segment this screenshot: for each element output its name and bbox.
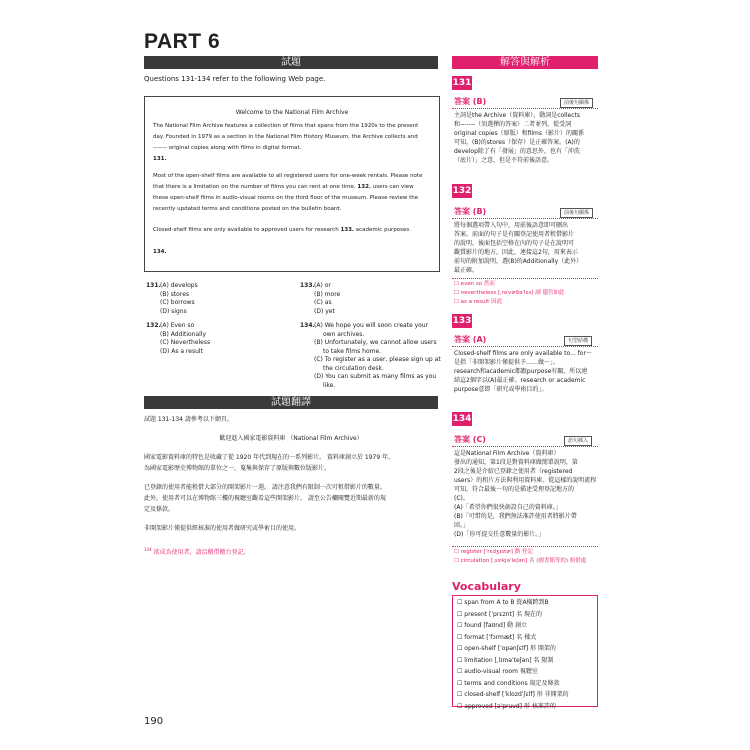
option[interactable]: (A) develops (160, 282, 198, 289)
translation-paragraph-2: 已登錄的使用者能租借大部分的開架影片一週。 請注意我們有限制一次可租借影片的數量。 此外，使用者可以在博物館三樓的視聽室觀看這些開架影片。 請至公告欄閱覽近期最新的規 定及條款。 (144, 484, 386, 513)
option-cont: to take films home. (323, 347, 382, 355)
passage-line: recently updated terms and conditions posted on the bulletin board. (153, 206, 342, 212)
passage-line: these open-shelf films in audio-visual rooms on the third floor of the museum. Please review the (153, 195, 419, 201)
vocab-item: ☐ limitation [ˌlɪməˈteʃən] 名 限制 (457, 656, 554, 664)
translation-body (144, 414, 438, 558)
vocabulary-title: Vocabulary (452, 580, 521, 593)
divider (452, 346, 598, 347)
vocab-item: ☐ approved [əˈpruvd] 形 核准許的 (457, 702, 556, 710)
answer-131: 答案 (B) (454, 97, 487, 106)
passage-box (144, 96, 440, 272)
part-title: PART 6 (144, 30, 221, 53)
questions-intro: Questions 131-134 refer to the following Web page. (144, 75, 326, 83)
vocab-item: ☐ span from A to B 從A橫跨到B (457, 599, 549, 606)
answer-132: 答案 (B) (454, 207, 487, 216)
option[interactable]: (B) Additionally (160, 330, 207, 338)
answer-number-131: 131 (452, 78, 472, 88)
translation-intro: 試題 131-134 請參考以下網頁。 (144, 416, 233, 423)
passage-paragraph-2 (153, 171, 435, 215)
passage-title: Welcome to the National Film Archive (235, 109, 349, 116)
vocab-item: ☐ terms and conditions 規定及條款 (457, 679, 560, 687)
option-cont: like. (323, 381, 336, 389)
answer-tag: 前後句關係 (560, 208, 593, 218)
blank-134: 134. (153, 249, 167, 255)
translation-paragraph-3: 非開架影片僅提供經核准的使用者做研究或學術目的使用。 (144, 525, 301, 532)
vocab-item: ☐ found [faʊnd] 動 創立 (457, 622, 527, 629)
question-134: 134. (A) We hope you will soon create your own archives. (B) Unfortunately, we cannot allow users to take films home. (C) To register as a user, please sign up at the circulation desk. (D) You can submit as many films as you like. (300, 322, 315, 331)
answer-number-133: 133 (452, 316, 472, 326)
passage-line: Most of the open-shelf films are available to all registered users for one-week rentals. Please note (153, 173, 423, 179)
answer-tag: 前後句關係 (560, 98, 593, 108)
blank-132: 132. (357, 184, 371, 190)
passage-line: The National Film Archive features a collection of films that spans from the 1920s to the present (153, 123, 419, 129)
translation-paragraph-1: 國家電影資料庫的特色是收藏了從 1920 年代到現在的一系列影片。 資料庫創立於 1979 年， 為國家電影歷史博物館的單位之一，蒐集與保存了原版與數位版影片。 (144, 454, 395, 472)
passage-line: day. Founded in 1979 as a section in the National Film History Museum, the Archive collects and (153, 134, 418, 140)
option[interactable]: (A) or (314, 282, 331, 289)
translation-title: 歡迎進入國家電影資料庫 （National Film Archive） (219, 435, 363, 442)
passage-paragraph-3 (153, 225, 435, 236)
option[interactable]: (A) We hope you will soon create your (314, 322, 429, 329)
answer-133: 答案 (A) (454, 335, 487, 344)
vocab-item: ☐ present [ˈprɛznt] 名 現在的 (457, 610, 542, 618)
option[interactable]: (D) You can submit as many films as you (314, 373, 437, 380)
option[interactable]: (C) as (314, 299, 332, 306)
vocab-134: ☐ register [ˈrɛdʒɪstɚ] 動 登記 ☐ circulation [ˌsɝkjəˈleʃən] 名 (圖書館等的) 租借處 (454, 549, 587, 564)
blank-dashes: ------- (153, 145, 167, 151)
option[interactable]: (B) Unfortunately, we cannot allow users (314, 339, 437, 346)
explanation-134: 這是National Film Archive（資料庫） 發出的通知，第1段是對資料庫做簡單說明，第 2段之後是介紹已登錄之使用者（registered users）的租片方法與利用資料庫。從這樣的說明流程 可知，符合最後一句的是描述受理登記地方的 (C)。 (A)「希望你們很快創設自己的資料庫。」 (B)「可惜的是，我們無法准許使用者將影片帶 回。」 (D)「你可提交任意數量的影片。」 (454, 450, 597, 538)
divider (452, 218, 598, 219)
answer-tag: 句型結構 (564, 336, 592, 346)
divider (452, 446, 598, 447)
option-cont: own archives. (323, 330, 365, 338)
option[interactable]: (A) Even so (160, 322, 195, 329)
translation-note: $^{134}$ 欲成為使用者，請洽櫃借櫃台登記。 (144, 547, 250, 556)
divider (452, 278, 598, 279)
page-number: 190 (144, 716, 164, 727)
option[interactable]: (B) more (314, 290, 341, 298)
passage-line: that there is a limitation on the number of films you can rent at one time. 132. users can view (153, 184, 414, 190)
question-132: 132. (A) Even so (B) Additionally (C) Nevertheless (D) As a result (146, 322, 161, 331)
question-131: 131. (A) develops (B) stores (C) borrows (D) signs (146, 282, 161, 291)
explanation-133: Closed-shelf films are only available to... for～ 是指「非開架影片僅提供予……做～」。 research和academic都跟purpose有關，所以連 結這2個字以(A)最正確。research or academic purpose意即「研究或學術目的」。 (454, 350, 592, 393)
option[interactable]: (B) stores (160, 290, 190, 298)
option[interactable]: (C) Nevertheless (160, 339, 211, 346)
answer-number-132: 132 (452, 186, 472, 196)
answer-tag: 語句插入 (564, 436, 592, 446)
option[interactable]: (C) To register as a user, please sign up at (314, 356, 441, 363)
divider (452, 546, 598, 547)
divider (452, 108, 598, 109)
vocabulary-box (452, 595, 598, 710)
blank-131: 131. (153, 156, 167, 162)
vocab-item: ☐ format [ˈfɔrmæt] 名 樣式 (457, 633, 537, 641)
explanation-132: 將每個選項帶入句中，用前後語意即可刪出 答案。前面的句子是有關登記使用者租借影片 的說明，後面包括空格在內的句子是在說明可 觀賞影片的地方，因此，連接這2句，用來表示 前句的附加說明，選(B)的Additionally（此外） 最正確。 (454, 222, 583, 274)
vocab-item: ☐ audio-visual room 視聽室 (457, 668, 538, 675)
option[interactable]: (D) signs (160, 307, 187, 315)
answer-134: 答案 (C) (454, 435, 486, 444)
test-header: 試題 (144, 56, 438, 69)
passage-line: ------- original copies along with films in digital format. (153, 145, 302, 151)
option[interactable]: (D) yet (314, 307, 335, 315)
option[interactable]: (C) borrows (160, 299, 195, 306)
answer-number-134: 134 (452, 414, 472, 424)
passage-line: Closed-shelf films are only available to approved users for research 133. academic purposes. (153, 227, 412, 233)
blank-133: 133. (340, 227, 355, 233)
passage-paragraph-1 (153, 121, 435, 165)
vocab-item: ☐ open-shelf [ˈopənʃɛlf] 形 開架的 (457, 645, 556, 652)
option-cont: the circulation desk. (323, 364, 384, 372)
vocab-132: ☐ even so 然而 ☐ nevertheless [ˌnɛvɚðəˈlɛs] 副 儘管如此 ☐ as a result 因此 (454, 281, 565, 305)
question-133: 133. (A) or (B) more (C) as (D) yet (300, 282, 315, 291)
vocab-item: ☐ closed-shelf [ˈklozdˈʃɛlf] 形 非開架的 (457, 691, 569, 698)
option[interactable]: (D) As a result (160, 347, 203, 355)
answers-header: 解答與解析 (452, 56, 598, 69)
explanation-131: 主詞是the Archive（資料庫），動詞是collects 和-------（須選擇的答案）二者並列，從受詞 original copies（原版）和films（影片）的關係 可知，(B)的stores（保存）是正確答案。(A)的 develop除了有「發展」的意思外，也有「沖洗 （底片）」之意，但是不符前後語意。 (454, 112, 585, 164)
translation-header: 試題翻譯 (144, 396, 438, 409)
